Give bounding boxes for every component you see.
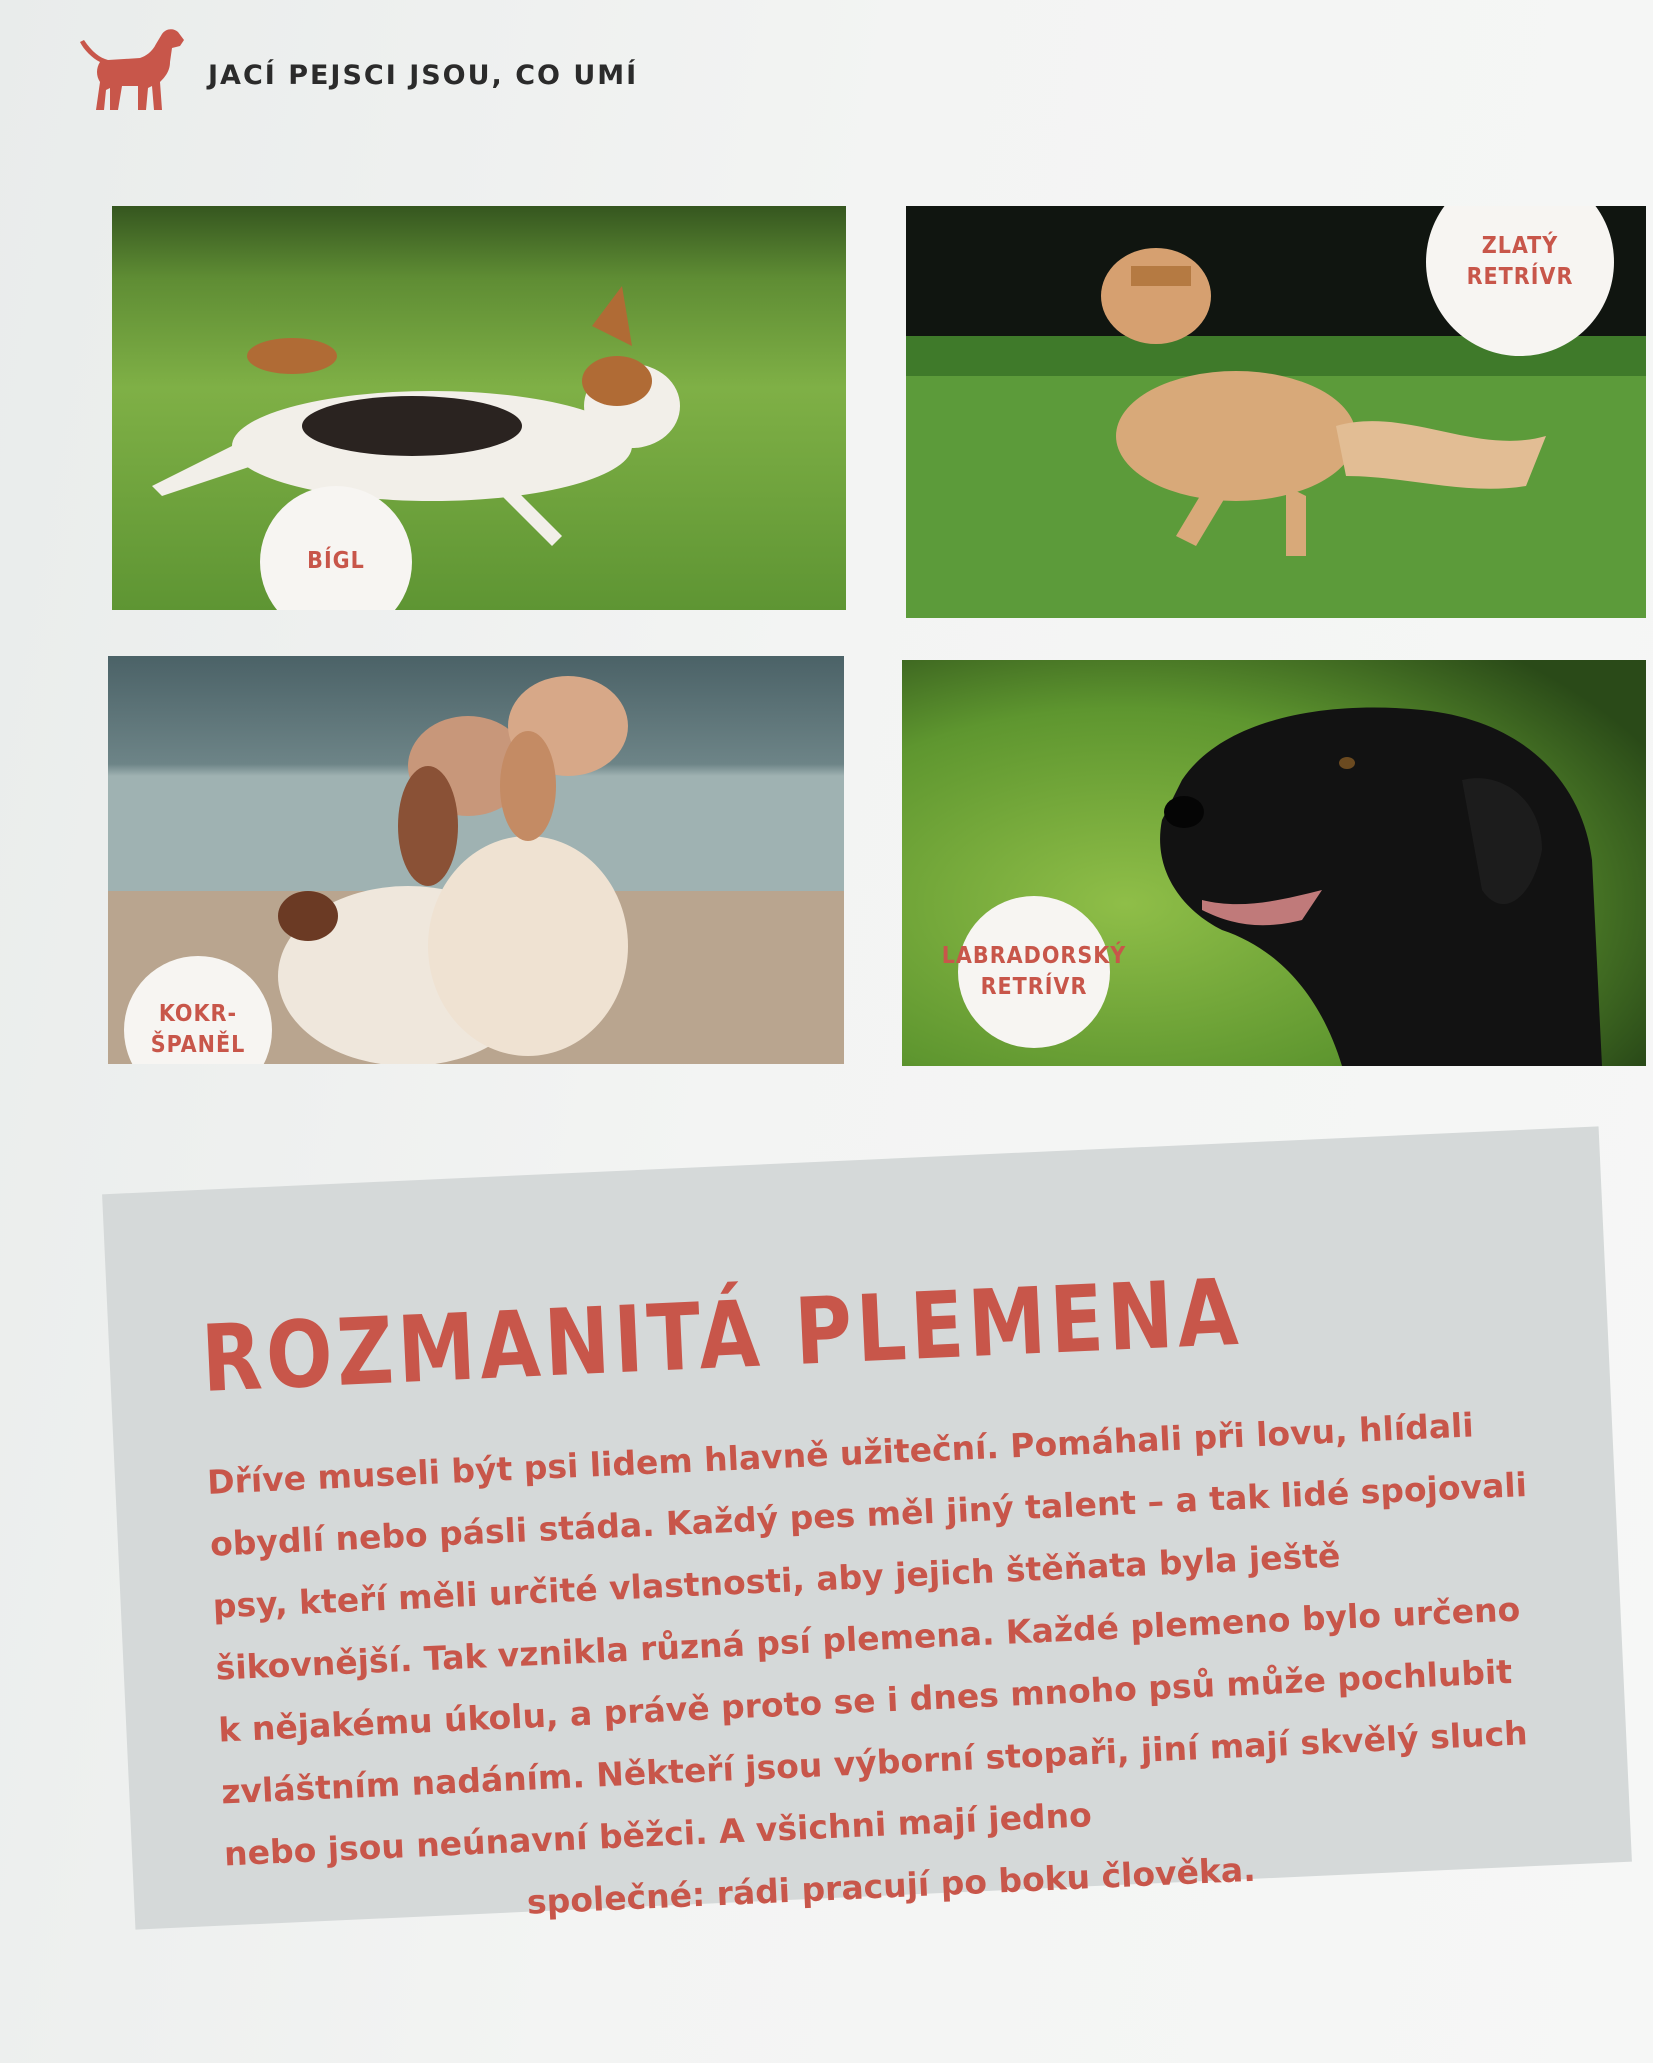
beagle-photo-image (112, 206, 846, 610)
body-paragraph: Dříve museli být psi lidem hlavně užiteční. Pomáhali při lovu, hlídali obydlí nebo pásli stáda. Každý pes měl jiný talent – a tak lidé spojovali psy, kteří měli určité vlastnosti, aby jejich štěňata byla ještě šikovnější. Tak vznikla různá psí plemena. Každé plemeno bylo určeno k nějakému úkolu, a právě proto se i dnes mnoho psů může pochlubit zvláštním nadáním. Někteří jsou výborní stopaři, jiní mají skvělý sluch nebo jsou neúnavní běžci. A všichni mají jedno (206, 1405, 1529, 1874)
photo-cocker-spaniel (108, 656, 844, 1064)
photo-golden-retriever (906, 206, 1646, 618)
body-paragraph-last-line: společné: rádi pracují po boku člověka. (526, 1849, 1257, 1922)
breed-label-beagle: BÍGL (260, 486, 412, 610)
dog-silhouette-icon (78, 22, 186, 118)
breed-label-labrador-retriever: LABRADORSKÝ RETRÍVR (958, 896, 1110, 1048)
breed-label-cocker-spaniel: KOKR- ŠPANĚL (124, 956, 272, 1064)
page-header (78, 22, 638, 118)
photo-labrador-retriever (902, 660, 1646, 1066)
text-panel (102, 1126, 1632, 1929)
photo-beagle (112, 206, 846, 610)
section-title: JACÍ PEJSCI JSOU, CO UMÍ (208, 59, 639, 91)
breed-label-golden-retriever: ZLATÝ RETRÍVR (1426, 206, 1614, 356)
section-body (206, 1392, 1557, 1948)
section-heading: ROZMANITÁ PLEMENA (199, 1258, 1245, 1413)
